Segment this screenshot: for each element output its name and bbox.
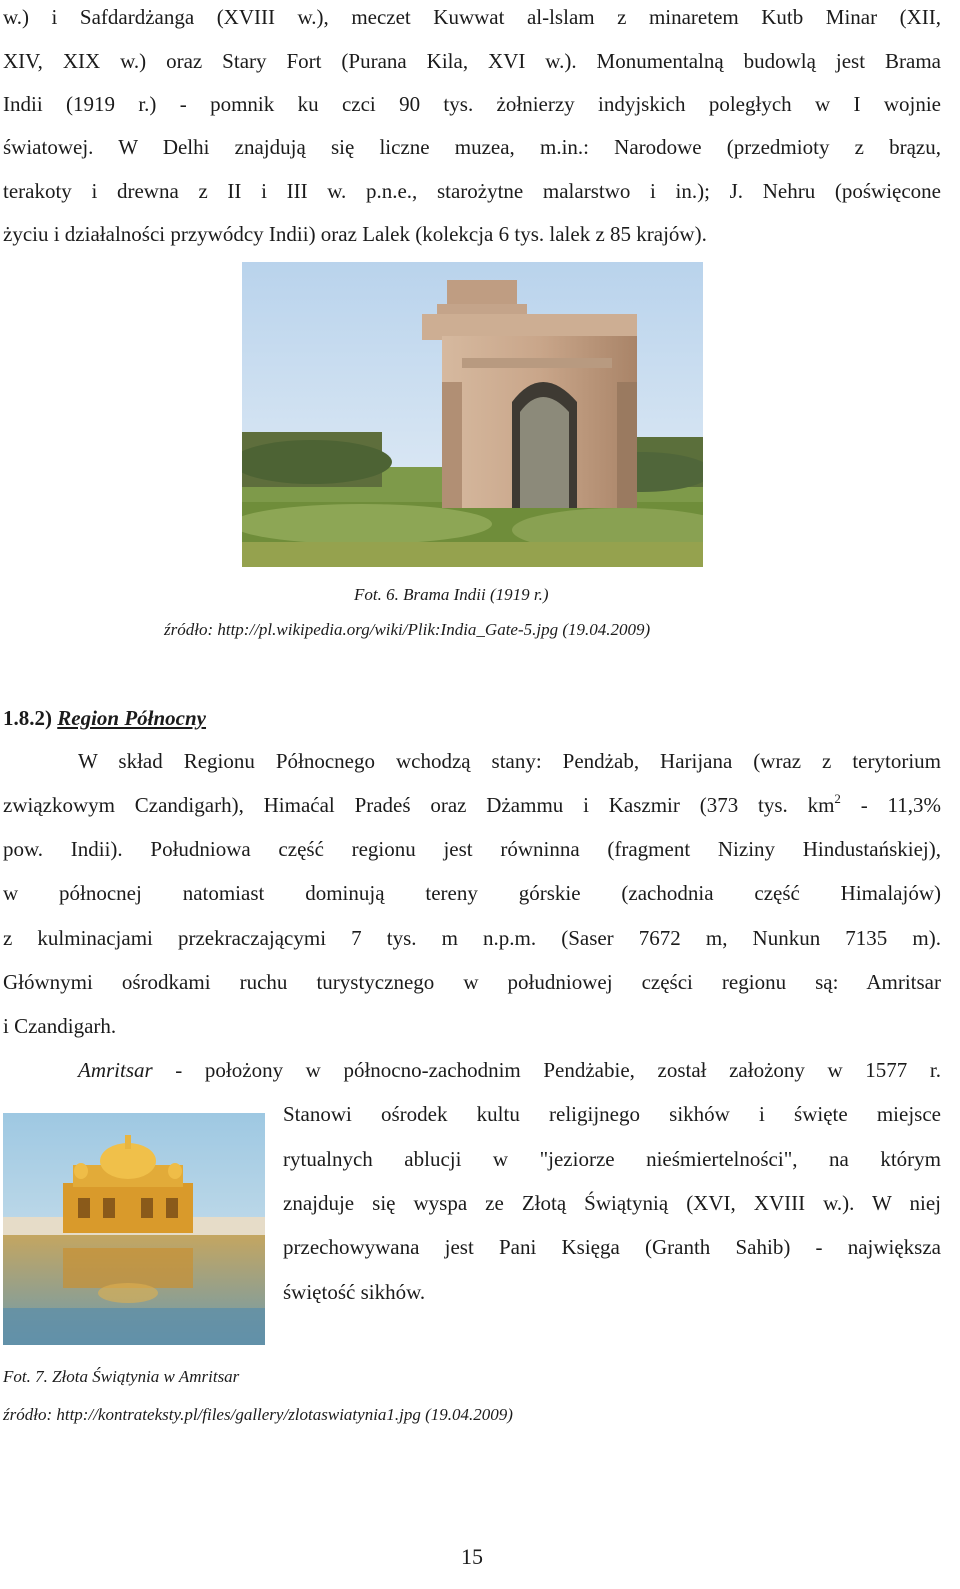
section-heading — [3, 705, 206, 731]
page-number: 15 — [461, 1544, 483, 1569]
text-line: znajduje się wyspa ze Złotą Świątynią (XVI, XVIII w.). W niej — [283, 1191, 941, 1215]
text-line: terakoty i drewna z II i III w. p.n.e., starożytne malarstwo i in.); J. Nehru (poświęcone — [3, 179, 941, 203]
india-gate-photo — [242, 262, 703, 567]
text-fragment: - 11,3% — [840, 793, 941, 817]
superscript: 2 — [834, 791, 841, 806]
text-line: Indii (1919 r.) - pomnik ku czci 90 tys. żołnierzy indyjskich poległych w I wojnie — [3, 92, 941, 116]
figure-caption: Fot. 7. Złota Świątynia w Amritsar — [3, 1367, 240, 1386]
text-line: życiu i działalności przywódcy Indii) oraz Lalek (kolekcja 6 tys. lalek z 85 krajów). — [3, 222, 707, 246]
figure-caption: Fot. 6. Brama Indii (1919 r.) — [354, 585, 549, 604]
text-line: przechowywana jest Pani Księga (Granth Sahib) - największa — [283, 1235, 941, 1259]
figure-source: źródło: http://pl.wikipedia.org/wiki/Plik:India_Gate-5.jpg (19.04.2009) — [164, 620, 651, 639]
text-line — [3, 792, 941, 818]
text-fragment: związkowym Czandigarh), Himaćal Pradeś oraz Dżammu i Kaszmir (373 tys. km — [3, 793, 835, 817]
text-line — [78, 1057, 941, 1083]
text-line: w.) i Safdardżanga (XVIII w.), meczet Kuwwat al-lslam z minaretem Kutb Minar (XII, — [3, 5, 941, 29]
text-line: w północnej natomiast dominują tereny górskie (zachodnia część Himalajów) — [3, 881, 941, 905]
text-line: z kulminacjami przekraczającymi 7 tys. m n.p.m. (Saser 7672 m, Nunkun 7135 m). — [3, 926, 941, 950]
text-fragment: - położony w północno-zachodnim Pendżabie, został założony w 1577 r. — [152, 1058, 941, 1082]
section-number: 1.8.2) — [3, 706, 52, 730]
text-line: świętość sikhów. — [283, 1280, 426, 1304]
text-line: pow. Indii). Południowa część regionu jest równinna (fragment Niziny Hindustańskiej), — [3, 837, 941, 861]
text-line: Głównymi ośrodkami ruchu turystycznego w południowej części regionu są: Amritsar — [3, 970, 941, 994]
text-line: rytualnych ablucji w "jeziorze nieśmiertelności", na którym — [283, 1147, 941, 1171]
text-line: W skład Regionu Północnego wchodzą stany: Pendżab, Harijana (wraz z terytorium — [78, 749, 941, 773]
place-name: Amritsar — [78, 1058, 153, 1082]
figure-source: źródło: http://kontrateksty.pl/files/gallery/zlotaswiatynia1.jpg (19.04.2009) — [3, 1405, 513, 1424]
text-line: Stanowi ośrodek kultu religijnego sikhów i święte miejsce — [283, 1102, 941, 1126]
text-line: i Czandigarh. — [3, 1014, 117, 1038]
text-line: XIV, XIX w.) oraz Stary Fort (Purana Kila, XVI w.). Monumentalną budowlą jest Brama — [3, 49, 941, 73]
section-title: Region Północny — [57, 706, 207, 730]
golden-temple-photo — [3, 1113, 265, 1345]
text-line: światowej. W Delhi znajdują się liczne muzea, m.in.: Narodowe (przedmioty z brązu, — [3, 135, 941, 159]
